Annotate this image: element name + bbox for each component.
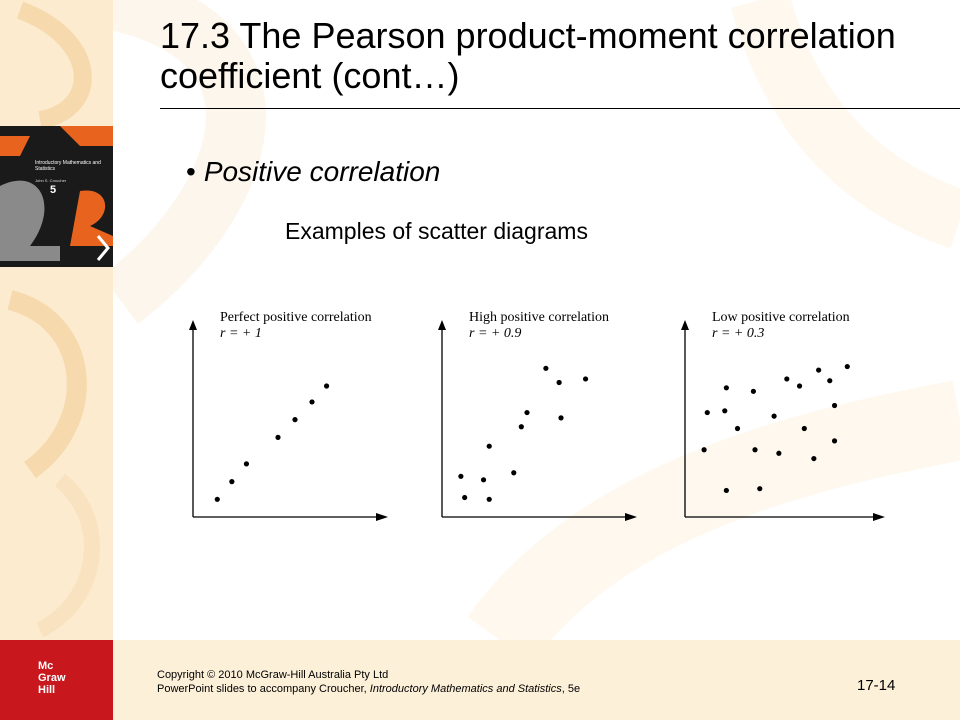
data-point (722, 408, 727, 413)
plot-title: Low positive correlation (712, 310, 850, 325)
book-title: Introductory Mathematics and Statistics (35, 160, 101, 172)
logo-line-2: Graw (38, 672, 66, 684)
data-point (275, 435, 280, 440)
book-cover (0, 126, 113, 267)
data-point (751, 389, 756, 394)
footer-credit-line (157, 682, 580, 696)
data-point (735, 426, 740, 431)
data-point (229, 479, 234, 484)
data-point (244, 461, 249, 466)
credit-prefix: PowerPoint slides to accompany Croucher, (157, 683, 370, 695)
page-number: 17-14 (857, 677, 896, 694)
data-point (797, 383, 802, 388)
data-point (771, 414, 776, 419)
data-point (832, 438, 837, 443)
data-point (832, 403, 837, 408)
data-point (481, 477, 486, 482)
data-point (757, 486, 762, 491)
y-axis-arrow-icon (189, 320, 197, 330)
footer-copyright (157, 668, 580, 696)
scatter-diagrams (180, 300, 900, 530)
bullet-text: Positive correlation (203, 156, 441, 187)
plot-r-value: r = + 0.3 (712, 326, 765, 341)
data-point (724, 385, 729, 390)
plot-r-value: r = + 0.9 (469, 326, 522, 341)
data-point (458, 474, 463, 479)
logo-line-3: Hill (38, 684, 56, 696)
data-point (827, 378, 832, 383)
data-point (309, 399, 314, 404)
data-point (487, 497, 492, 502)
data-point (701, 447, 706, 452)
bullet-dot-icon: • (186, 156, 196, 187)
scatter-subtitle: Examples of scatter diagrams (285, 218, 588, 244)
data-point (811, 456, 816, 461)
data-point (557, 380, 562, 385)
data-point (845, 364, 850, 369)
data-point (519, 424, 524, 429)
data-point (292, 417, 297, 422)
mcgraw-hill-logo (0, 640, 113, 720)
plot-title: Perfect positive correlation (220, 310, 372, 325)
x-axis-arrow-icon (873, 513, 885, 521)
data-point (524, 410, 529, 415)
logo-line-1: Mc (38, 660, 54, 672)
slide-title: 17.3 The Pearson product-moment correlation coefficient (cont…) (160, 15, 896, 96)
x-axis-arrow-icon (625, 513, 637, 521)
plot-r-value: r = + 1 (220, 326, 262, 341)
data-point (784, 376, 789, 381)
data-point (752, 447, 757, 452)
book-edition: 5 (50, 184, 57, 196)
data-point (705, 410, 710, 415)
data-point (724, 488, 729, 493)
data-point (487, 444, 492, 449)
plot-title: High positive correlation (469, 310, 609, 325)
data-point (583, 376, 588, 381)
left-decor-strip (0, 0, 113, 640)
y-axis-arrow-icon (681, 320, 689, 330)
y-axis-arrow-icon (438, 320, 446, 330)
bullet-item (186, 156, 440, 188)
data-point (802, 426, 807, 431)
title-divider (160, 108, 960, 109)
data-point (511, 470, 516, 475)
data-point (558, 415, 563, 420)
data-point (816, 367, 821, 372)
credit-book-title: Introductory Mathematics and Statistics (369, 683, 562, 695)
credit-suffix: , 5e (561, 683, 581, 695)
data-point (543, 366, 548, 371)
book-cover-art (0, 126, 113, 267)
book-author: John S. Croucher (35, 178, 67, 183)
data-point (324, 383, 329, 388)
x-axis-arrow-icon (376, 513, 388, 521)
data-point (215, 497, 220, 502)
copyright-line: Copyright © 2010 McGraw-Hill Australia Pty Ltd (157, 669, 389, 681)
data-point (462, 495, 467, 500)
data-point (776, 451, 781, 456)
